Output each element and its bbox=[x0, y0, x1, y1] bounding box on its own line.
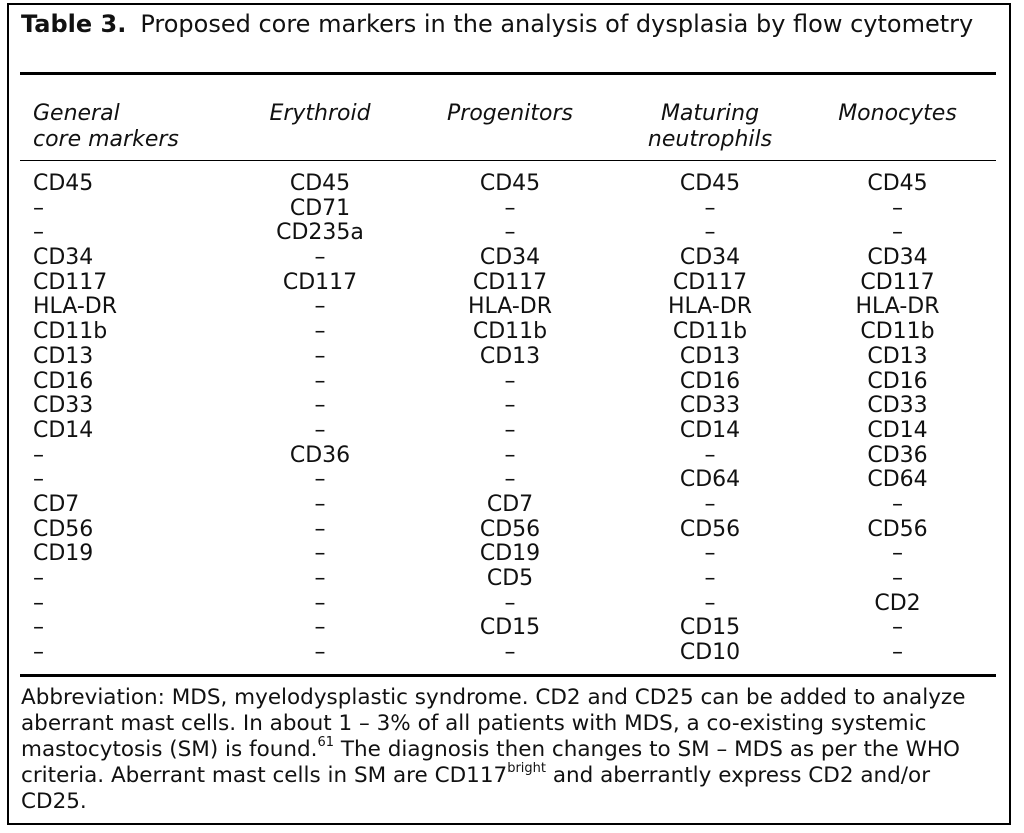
table-cell: – bbox=[504, 368, 516, 394]
table-cell: – bbox=[314, 417, 326, 443]
table-cell: CD45 bbox=[679, 171, 741, 196]
table-row bbox=[0, 320, 1024, 345]
table-cell: CD33 bbox=[867, 393, 928, 419]
table-cell: CD13 bbox=[33, 343, 94, 369]
table-cell: – bbox=[314, 516, 326, 542]
table-cell: CD16 bbox=[33, 368, 94, 394]
table-cell: – bbox=[314, 615, 326, 641]
table-cell: – bbox=[892, 541, 903, 567]
top-rule bbox=[20, 72, 996, 75]
table-cell: CD34 bbox=[479, 245, 541, 271]
table-footnote: Abbreviation: MDS, myelodysplastic syndrome. CD2 and CD25 can be added to analyze aberrant mast cells. In about 1 – 3% of all patients with MDS, a co-existing systemic mastocytosis (SM) is found.$^{61}$ The diagnosis then changes to SM – MDS as per the WHO criteria. Aberrant mast cells in SM are $CD117^{bright}$ and aberrantly express CD2 and/or CD25. bbox=[21, 685, 966, 814]
table-cell: CD33 bbox=[679, 393, 741, 419]
column-header-monocytes: Monocytes bbox=[838, 101, 957, 126]
table-caption bbox=[21, 8, 996, 40]
table-cell: CD117 bbox=[860, 269, 935, 295]
table-title: Proposed core markers in the analysis of dysplasia by flow cytometry bbox=[140, 10, 974, 38]
table-cell: – bbox=[892, 491, 903, 517]
table-row bbox=[0, 419, 1024, 444]
table-cell: – bbox=[314, 294, 326, 320]
table-row bbox=[0, 370, 1024, 395]
table-row bbox=[0, 271, 1024, 296]
table-cell: – bbox=[33, 615, 44, 641]
table-cell: – bbox=[704, 590, 716, 616]
table-row bbox=[0, 295, 1024, 320]
table-cell: – bbox=[314, 640, 326, 666]
column-header-maturing-neutrophils: Maturing neutrophils bbox=[647, 101, 773, 152]
table-cell: – bbox=[504, 220, 516, 246]
table-cell: CD5 bbox=[486, 566, 534, 591]
table-cell: CD11b bbox=[672, 319, 748, 345]
table-cell: CD34 bbox=[867, 245, 928, 271]
table-cell: CD34 bbox=[33, 245, 94, 271]
table-cell: CD71 bbox=[289, 195, 351, 221]
table-cell: CD15 bbox=[679, 615, 741, 641]
table-cell: CD11b bbox=[472, 319, 548, 345]
table-cell: HLA-DR bbox=[33, 294, 118, 320]
table-cell: CD56 bbox=[33, 516, 94, 542]
table-cell: CD13 bbox=[867, 343, 928, 369]
table-row bbox=[0, 246, 1024, 271]
table-cell: CD34 bbox=[679, 245, 741, 271]
table-cell: CD56 bbox=[867, 516, 928, 542]
table-cell: CD11b bbox=[33, 319, 108, 345]
table-cell: – bbox=[314, 491, 326, 517]
table-cell: CD117 bbox=[672, 269, 748, 295]
table-cell: CD64 bbox=[867, 467, 928, 493]
table-cell: – bbox=[314, 319, 326, 345]
table-cell: CD14 bbox=[679, 417, 741, 443]
table-cell: – bbox=[504, 590, 516, 616]
table-cell: CD36 bbox=[289, 442, 351, 468]
table-cell: – bbox=[504, 393, 516, 419]
table-cell: – bbox=[892, 220, 903, 246]
table-cell: CD16 bbox=[867, 368, 928, 394]
table-label: Table 3. bbox=[21, 10, 127, 38]
table-cell: – bbox=[33, 590, 44, 616]
table-cell: CD10 bbox=[679, 640, 741, 666]
table-row bbox=[0, 444, 1024, 469]
table-row bbox=[0, 518, 1024, 543]
table-cell: CD64 bbox=[679, 467, 741, 493]
table-cell: CD45 bbox=[479, 171, 541, 196]
table-cell: – bbox=[314, 566, 326, 591]
table-cell: CD117 bbox=[282, 269, 358, 295]
table-cell: CD117 bbox=[33, 269, 108, 295]
table-row bbox=[0, 542, 1024, 567]
table-row bbox=[0, 468, 1024, 493]
table-cell: HLA-DR bbox=[855, 294, 940, 320]
table-cell: – bbox=[704, 442, 716, 468]
table-cell: CD2 bbox=[874, 590, 921, 616]
table-cell: – bbox=[504, 467, 516, 493]
bottom-rule bbox=[20, 674, 996, 677]
table-cell: – bbox=[892, 195, 903, 221]
table-row bbox=[0, 493, 1024, 518]
table-cell: – bbox=[704, 541, 716, 567]
header-rule bbox=[20, 160, 996, 161]
table-row bbox=[0, 345, 1024, 370]
table-row bbox=[0, 616, 1024, 641]
table-cell: CD13 bbox=[679, 343, 741, 369]
column-header-erythroid: Erythroid bbox=[269, 101, 371, 126]
table-cell: CD16 bbox=[679, 368, 741, 394]
table-cell: CD45 bbox=[867, 171, 928, 196]
table-row bbox=[0, 592, 1024, 617]
table-cell: CD56 bbox=[679, 516, 741, 542]
table-cell: CD14 bbox=[33, 417, 94, 443]
table-cell: CD235a bbox=[276, 220, 364, 246]
table-cell: – bbox=[314, 368, 326, 394]
table-cell: – bbox=[33, 442, 44, 468]
table-cell: HLA-DR bbox=[467, 294, 553, 320]
table-cell: – bbox=[314, 393, 326, 419]
table-cell: – bbox=[704, 566, 716, 591]
table-row bbox=[0, 197, 1024, 222]
table-cell: CD45 bbox=[289, 171, 351, 196]
table-cell: – bbox=[504, 195, 516, 221]
table-cell: – bbox=[314, 467, 326, 493]
table-cell: CD13 bbox=[479, 343, 541, 369]
table-cell: – bbox=[33, 195, 44, 221]
table-cell: CD36 bbox=[867, 442, 928, 468]
table-cell: HLA-DR bbox=[667, 294, 753, 320]
table-cell: – bbox=[314, 245, 326, 271]
table-cell: CD15 bbox=[479, 615, 541, 641]
table-cell: – bbox=[892, 640, 903, 666]
table-cell: – bbox=[892, 566, 903, 591]
table-cell: – bbox=[314, 590, 326, 616]
table-cell: CD14 bbox=[867, 417, 928, 443]
table-cell: – bbox=[704, 195, 716, 221]
column-header-progenitors: Progenitors bbox=[447, 101, 573, 126]
table-cell: – bbox=[33, 566, 44, 591]
table-cell: – bbox=[704, 491, 716, 517]
table-cell: – bbox=[704, 220, 716, 246]
table-row bbox=[0, 567, 1024, 592]
table-row bbox=[0, 172, 1024, 197]
table-body bbox=[0, 172, 1024, 666]
table-cell: – bbox=[33, 220, 44, 246]
table-cell: CD19 bbox=[479, 541, 541, 567]
table-cell: – bbox=[504, 417, 516, 443]
table-cell: – bbox=[33, 467, 44, 493]
table-cell: CD56 bbox=[479, 516, 541, 542]
table-row bbox=[0, 221, 1024, 246]
table-cell: – bbox=[314, 541, 326, 567]
table-cell: CD33 bbox=[33, 393, 94, 419]
table-cell: CD7 bbox=[486, 491, 534, 517]
table-cell: CD117 bbox=[472, 269, 548, 295]
table-cell: CD45 bbox=[33, 171, 94, 196]
table-cell: – bbox=[314, 343, 326, 369]
table-cell: – bbox=[33, 640, 44, 666]
table-cell: – bbox=[504, 442, 516, 468]
table-cell: – bbox=[504, 640, 516, 666]
table-cell: CD7 bbox=[33, 491, 80, 517]
column-header-general: General core markers bbox=[33, 101, 179, 152]
table-row bbox=[0, 641, 1024, 666]
table-cell: – bbox=[892, 615, 903, 641]
table-cell: CD11b bbox=[860, 319, 935, 345]
table-row bbox=[0, 394, 1024, 419]
table-cell: CD19 bbox=[33, 541, 94, 567]
